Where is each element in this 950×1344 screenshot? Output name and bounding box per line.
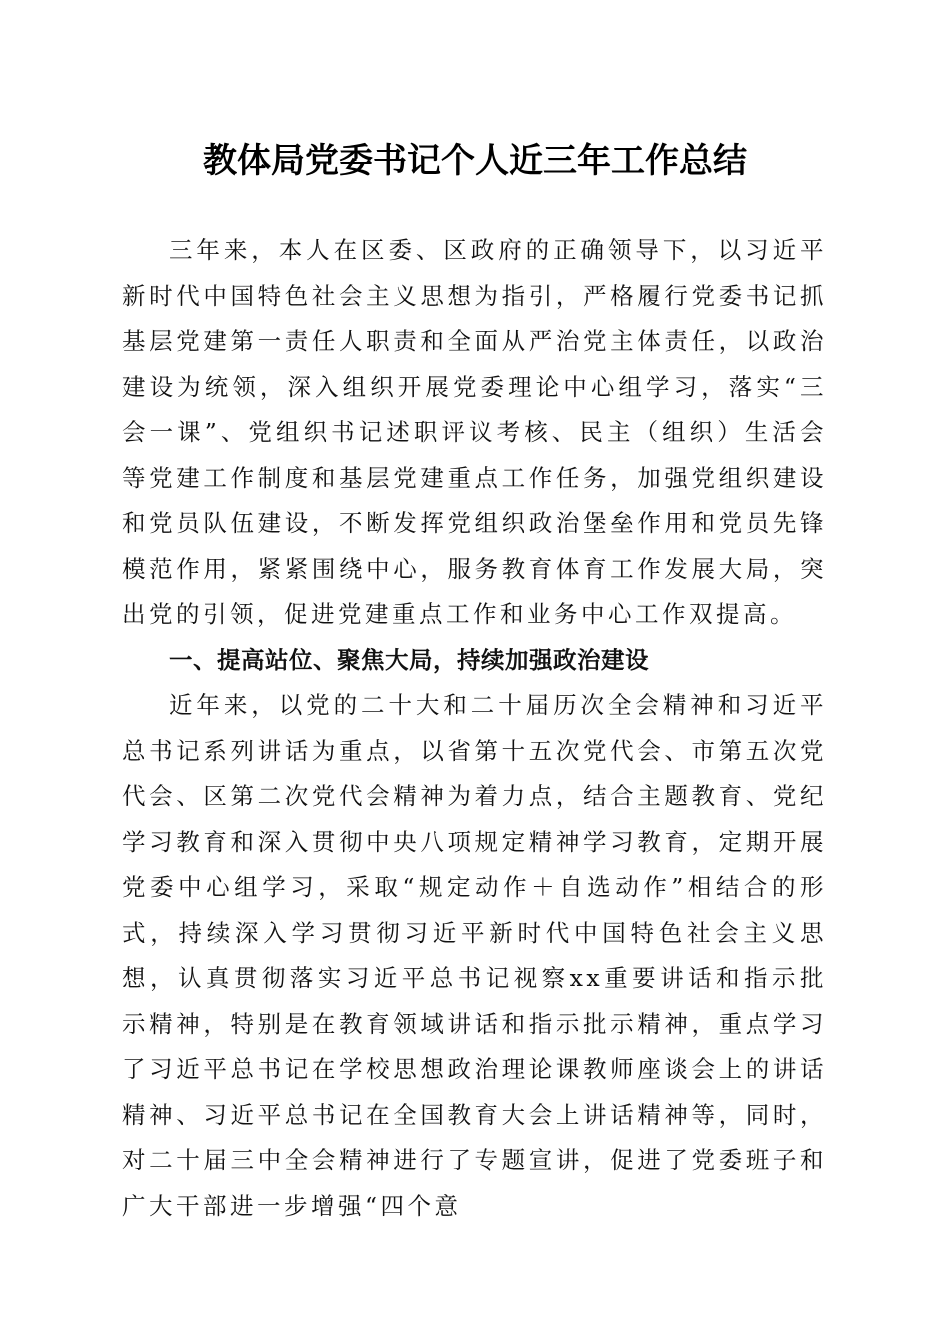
section-heading-1: 一、提高站位、聚焦大局，持续加强政治建设 <box>169 645 649 674</box>
document-title: 教体局党委书记个人近三年工作总结 <box>203 141 747 181</box>
document-body <box>122 228 827 1229</box>
paragraph-political-building: 近年来，以党的二十大和二十届历次全会精神和习近平总书记系列讲话为重点，以省第十五次党代会、市第五次党代会、区第二次党代会精神为着力点，结合主题教育、党纪学习教育和深入贯彻中央八项规定精神学习教育，定期开展党委中心组学习，采取“规定动作＋自选动作”相结合的形式，持续深入学习贯彻习近平新时代中国特色社会主义思想，认真贯彻落实习近平总书记视察xx重要讲话和指示批示精神，特别是在教育领域讲话和指示批示精神，重点学习了习近平总书记在学校思想政治理论课教师座谈会上的讲话精神、习近平总书记在全国教育大会上讲话精神等，同时，对二十届三中全会精神进行了专题宣讲，促进了党委班子和广大干部进一步增强“四个意 <box>122 691 827 1220</box>
paragraph-intro: 三年来，本人在区委、区政府的正确领导下，以习近平新时代中国特色社会主义思想为指引，严格履行党委书记抓基层党建第一责任人职责和全面从严治党主体责任，以政治建设为统领，深入组织开展党委理论中心组学习，落实“三会一课”、党组织书记述职评议考核、民主（组织）生活会等党建工作制度和基层党建重点工作任务，加强党组织建设和党员队伍建设，不断发挥党组织政治堡垒作用和党员先锋模范作用，紧紧围绕中心，服务教育体育工作发展大局，突出党的引领，促进党建重点工作和业务中心工作双提高。 <box>122 236 827 628</box>
